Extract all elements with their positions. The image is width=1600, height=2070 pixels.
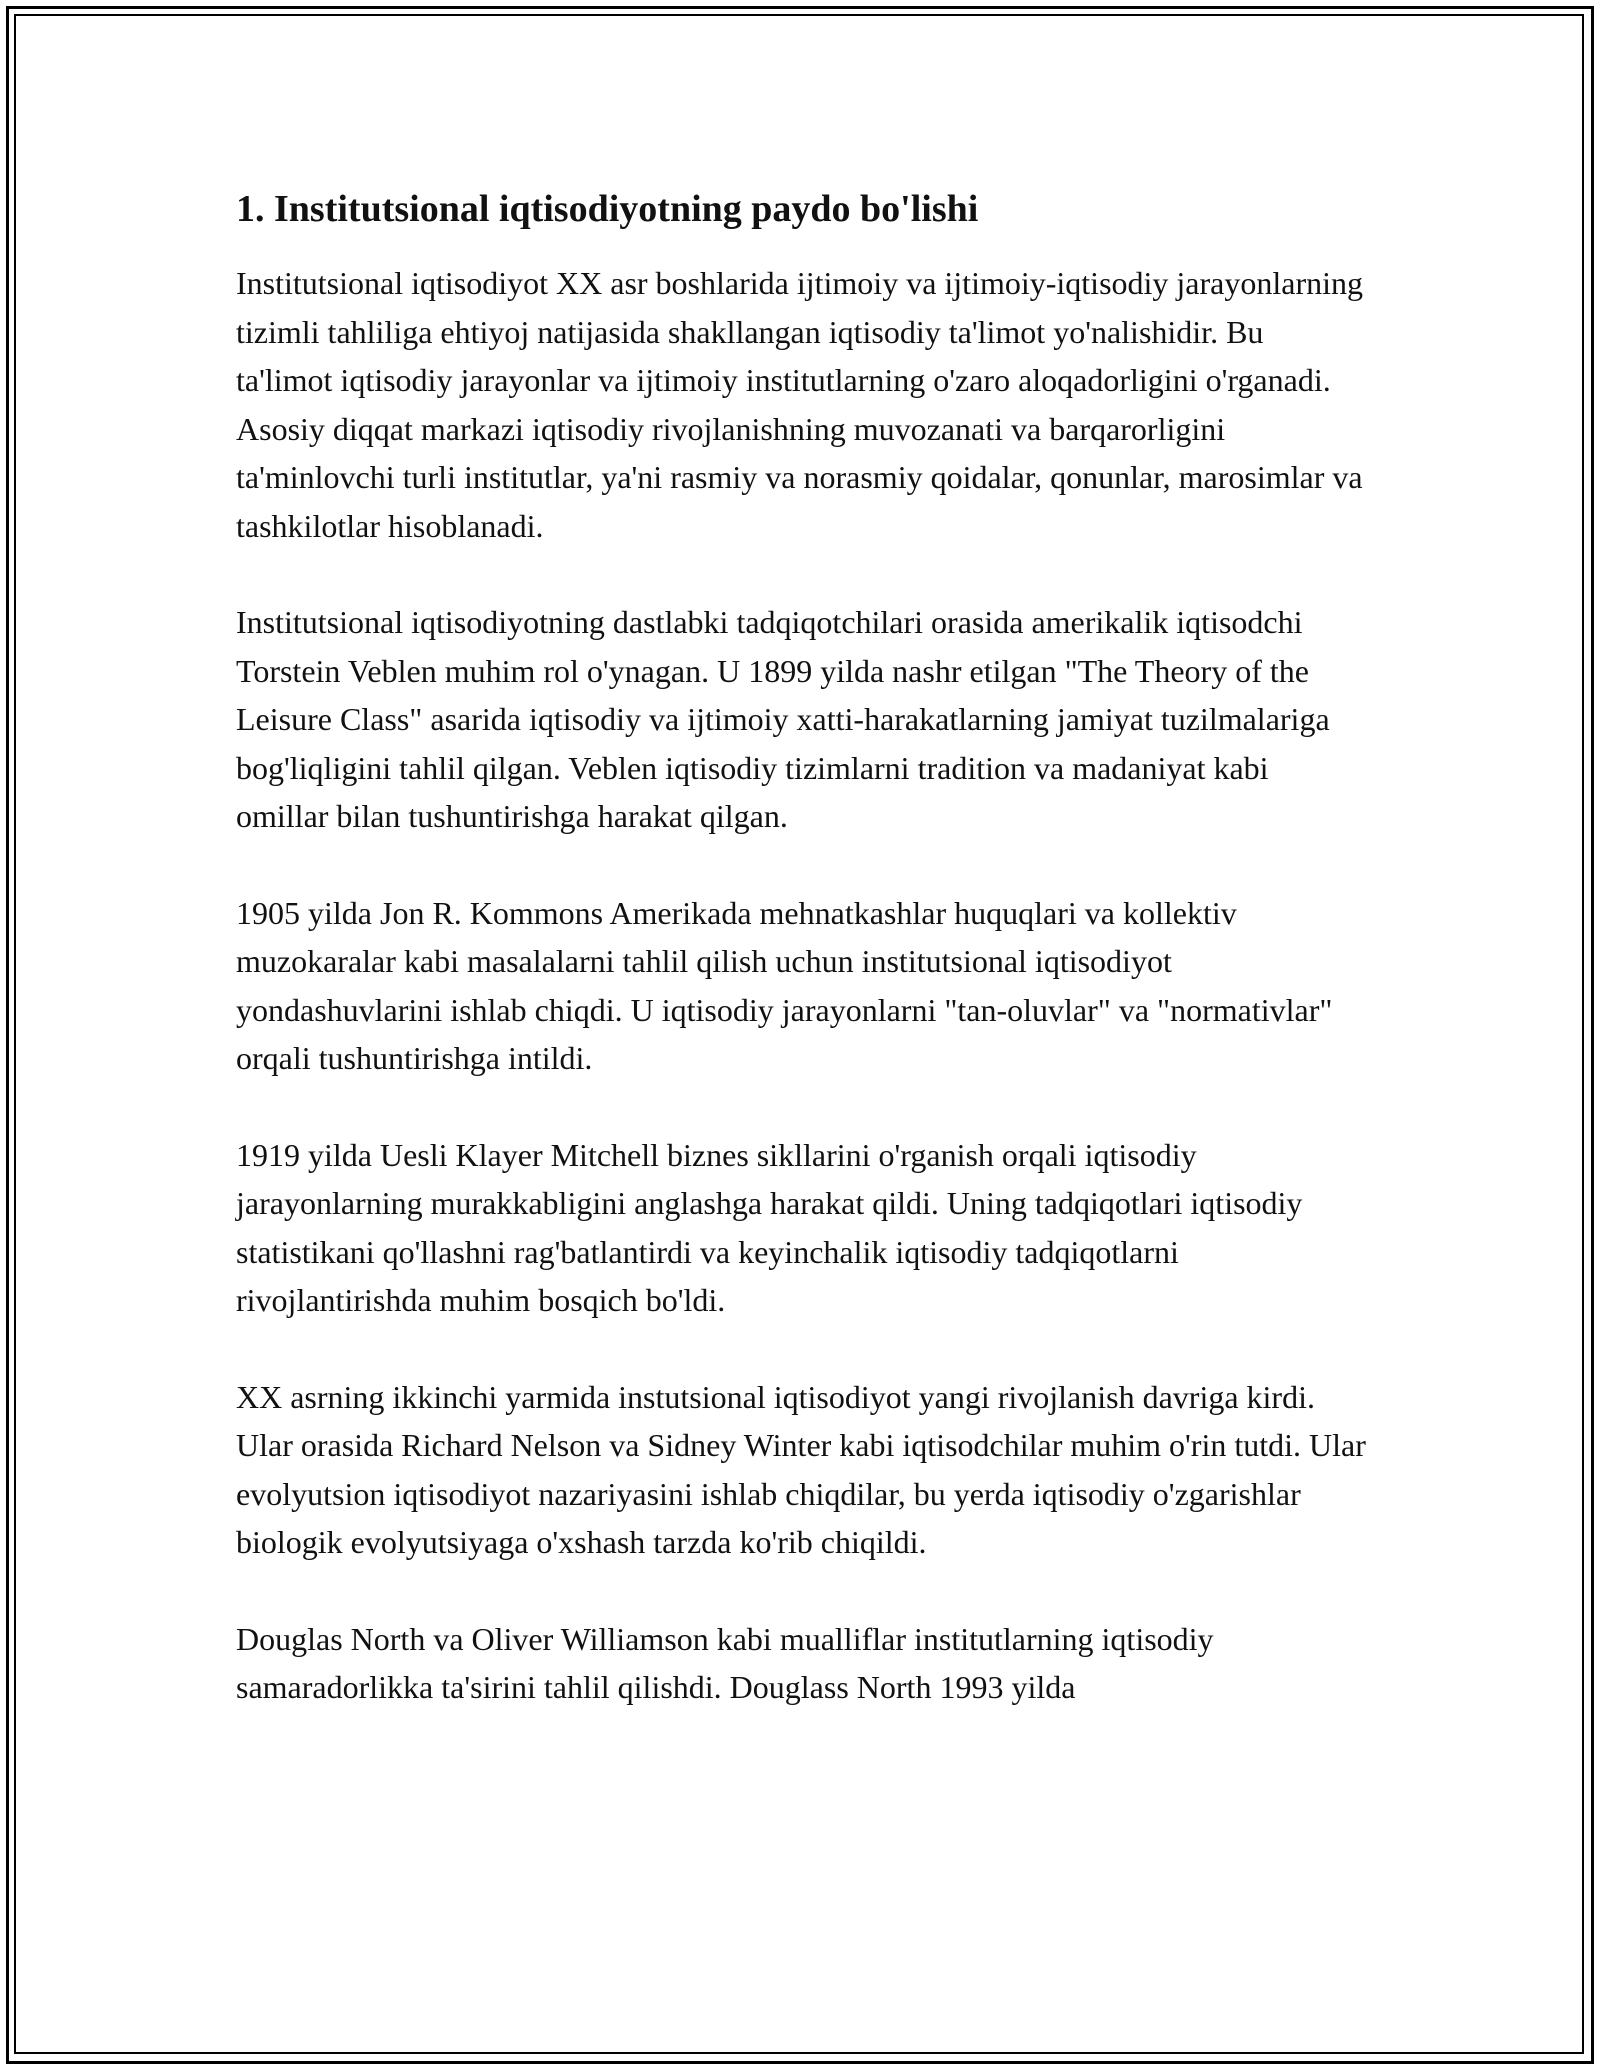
paragraph-1: Institutsional iqtisodiyot XX asr boshlarida ijtimoiy va ijtimoiy-iqtisodiy jarayonlarning tizimli tahliliga ehtiyoj natijasida shakllangan iqtisodiy ta'limot yo'nalishidir. Bu ta'limot iqtisodiy jarayonlar va ijtimoiy institutlarning o'zaro aloqadorligini o'rganadi. Asosiy diqqat markazi iqtisodiy rivojlanishning muvozanati va barqarorligini ta'minlovchi turli institutlar, ya'ni rasmiy va norasmiy qoidalar, qonunlar, marosimlar va tashkilotlar hisoblanadi. <box>236 265 1363 544</box>
paragraph-6: Douglas North va Oliver Williamson kabi mualliflar institutlarning iqtisodiy samaradorlikka ta'sirini tahlil qilishdi. Douglass North 1993 yilda <box>236 1620 1214 1705</box>
paragraph-2: Institutsional iqtisodiyotning dastlabki tadqiqotchilari orasida amerikalik iqtisodchi Torstein Veblen muhim rol o'ynagan. U 1899 yilda nashr etilgan "The Theory of the Leisure Class" asarida iqtisodiy va ijtimoiy xatti-harakatlarning jamiyat tuzilmalariga bog'liqligini tahlil qilgan. Veblen iqtisodiy tizimlarni tradition va madaniyat kabi omillar bilan tushuntirishga harakat qilgan. <box>236 604 1330 834</box>
paragraph-5: XX asrning ikkinchi yarmida instutsional iqtisodiyot yangi rivojlanish davriga kirdi. Ular orasida Richard Nelson va Sidney Winter kabi iqtisodchilar muhim o'rin tutdi. Ular evolyutsion iqtisodiyot nazariyasini ishlab chiqdilar, bu yerda iqtisodiy o'zgarishlar biologik evolyutsiyaga o'xshash tarzda ko'rib chiqildi. <box>236 1378 1366 1560</box>
paragraph-4: 1919 yilda Uesli Klayer Mitchell biznes sikllarini o'rganish orqali iqtisodiy jarayonlarning murakkabligini anglashga harakat qildi. Uning tadqiqotlari iqtisodiy statistikani qo'llashni rag'batlantirdi va keyinchalik iqtisodiy tadqiqotlarni rivojlantirishda muhim bosqich bo'ldi. <box>236 1136 1303 1318</box>
paragraph-3: 1905 yilda Jon R. Kommons Amerikada mehnatkashlar huquqlari va kollektiv muzokaralar kabi masalalarni tahlil qilish uchun institutsional iqtisodiyot yondashuvlarini ishlab chiqdi. U iqtisodiy jarayonlarni "tan-oluvlar" va "normativlar" orqali tushuntirishga intildi. <box>236 894 1333 1076</box>
document-content <box>236 185 1366 1760</box>
section-heading: 1. Institutsional iqtisodiyotning paydo bo'lishi <box>236 188 979 230</box>
